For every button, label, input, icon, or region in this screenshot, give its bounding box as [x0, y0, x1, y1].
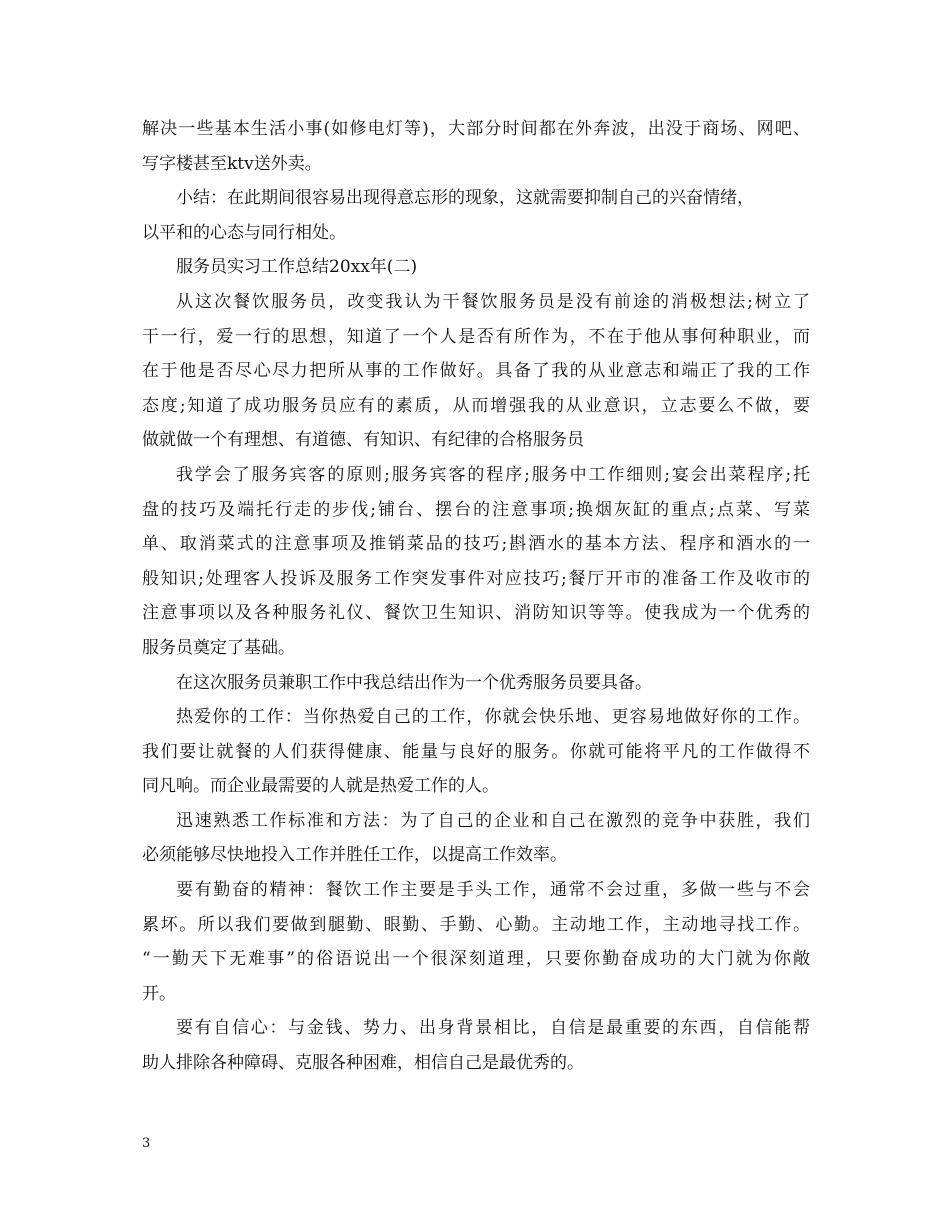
body-text [142, 112, 810, 1081]
text-line: 助人排除各种障碍、克服各种困难，相信自己是最优秀的。 [142, 1053, 584, 1074]
section-heading: 服务员实习工作总结20xx年(二) [176, 257, 418, 278]
text-line: 从这次餐饮服务员，改变我认为干餐饮服务员是没有前途的消极想法;树立了 [176, 291, 810, 312]
text-line: 写字楼甚至ktv送外卖。 [142, 153, 322, 174]
text-line: 服务员奠定了基础。 [142, 637, 295, 658]
text-line: 盘的技巧及端托行走的步伐;铺台、摆台的注意事项;换烟灰缸的重点;点菜、写菜 [142, 499, 810, 520]
text-line: 要有自信心：与金钱、势力、出身背景相比，自信是最重要的东西，自信能帮 [176, 1018, 810, 1039]
text-line: 必须能够尽快地投入工作并胜任工作，以提高工作效率。 [142, 845, 567, 866]
text-line: 热爱你的工作：当你热爱自己的工作，你就会快乐地、更容易地做好你的工作。 [176, 707, 810, 728]
text-line: “一勤天下无难事”的俗语说出一个很深刻道理，只要你勤奋成功的大门就为你敞 [142, 949, 810, 970]
text-line: 迅速熟悉工作标准和方法：为了自己的企业和自己在激烈的竞争中获胜，我们 [176, 810, 810, 831]
text-line: 在于他是否尽心尽力把所从事的工作做好。具备了我的从业意志和端正了我的工作 [142, 361, 810, 382]
text-line: 以平和的心态与同行相处。 [142, 222, 346, 243]
text-line: 小结：在此期间很容易出现得意忘形的现象，这就需要抑制自己的兴奋情绪， [176, 188, 754, 209]
text-line: 我学会了服务宾客的原则;服务宾客的程序;服务中工作细则;宴会出菜程序;托 [176, 464, 810, 485]
text-line: 同凡响。而企业最需要的人就是热爱工作的人。 [142, 776, 499, 797]
text-line: 单、取消菜式的注意事项及推销菜品的技巧;斟酒水的基本方法、程序和酒水的一 [142, 534, 810, 555]
text-line: 开。 [142, 983, 176, 1004]
text-line: 我们要让就餐的人们获得健康、能量与良好的服务。你就可能将平凡的工作做得不 [142, 741, 810, 762]
text-line: 要有勤奋的精神：餐饮工作主要是手头工作，通常不会过重，多做一些与不会 [176, 880, 810, 901]
text-line: 干一行，爱一行的思想，知道了一个人是否有所作为，不在于他从事何种职业，而 [142, 326, 810, 347]
text-line: 注意事项以及各种服务礼仪、餐饮卫生知识、消防知识等等。使我成为一个优秀的 [142, 603, 810, 624]
text-line: 累坏。所以我们要做到腿勤、眼勤、手勤、心勤。主动地工作，主动地寻找工作。 [142, 914, 810, 935]
text-line: 解决一些基本生活小事(如修电灯等)，大部分时间都在外奔波，出没于商场、网吧、 [142, 119, 810, 139]
text-line: 态度;知道了成功服务员应有的素质，从而增强我的从业意识，立志要么不做，要 [142, 395, 810, 416]
text-line: 般知识;处理客人投诉及服务工作突发事件对应技巧;餐厅开市的准备工作及收市的 [142, 568, 810, 589]
page-number: 3 [142, 1136, 151, 1151]
text-line: 做就做一个有理想、有道德、有知识、有纪律的合格服务员 [142, 430, 584, 451]
text-line: 在这次服务员兼职工作中我总结出作为一个优秀服务员要具备。 [176, 672, 652, 693]
